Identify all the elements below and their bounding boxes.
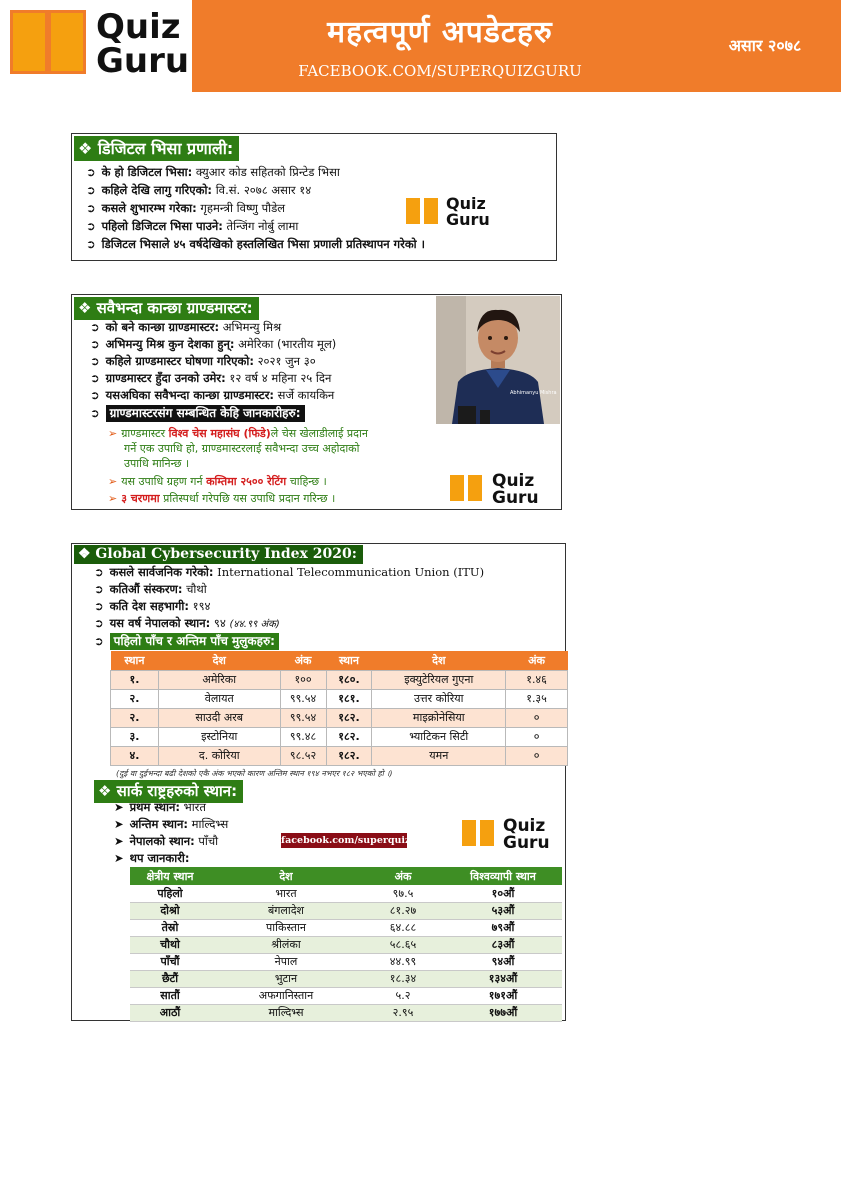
visa-row: ➲ डिजिटल भिसाले ४५ वर्षदेखिको हस्तलिखित भिसा प्रणाली प्रतिस्थापन गरेको । (86, 237, 426, 251)
table-header: स्थान (111, 651, 159, 670)
gm-bullet: ➢ यस उपाधि ग्रहण गर्न कम्तिमा २५०० रेटिंग चाहिन्छ । (108, 475, 327, 488)
gm-row: ➲ ग्राण्डमास्टर हुँदा उनको उमेर: १२ वर्ष ४ महिना २५ दिन (90, 371, 332, 385)
visa-row: ➲ के हो डिजिटल भिसा: क्युआर कोड सहितको प्रिन्टेड भिसा (86, 165, 340, 179)
book-icon (404, 196, 440, 226)
logo-quiz: Quiz (446, 194, 486, 213)
table-row: आठौं माल्दिभ्स २.९५ १७७औं (130, 1004, 562, 1021)
table-row: चौथो श्रीलंका ५८.६५ ८३औं (130, 936, 562, 953)
gm-row: ➲ अभिमन्यु मिश्र कुन देशका हुन्: अमेरिका (भारतीय मूल) (90, 337, 337, 351)
saarc-row: ➤ अन्तिम स्थान: माल्दिभ्स (114, 817, 229, 831)
table-header: क्षेत्रीय स्थान (130, 867, 210, 885)
logo-guru: Guru (492, 488, 539, 508)
digital-visa-section (71, 133, 557, 261)
table-header: अंक (506, 651, 568, 670)
table-header: देश (210, 867, 362, 885)
table-header: अंक (280, 651, 326, 670)
logo-quiz: Quiz (492, 471, 535, 491)
page-title: महत्वपूर्ण अपडेटहरु (327, 15, 553, 50)
section-title: ❖ Global Cybersecurity Index 2020: (74, 545, 363, 564)
table-row: १. अमेरिका १०० १८०. इक्युटेरियल गुएना १.४६ (111, 670, 568, 689)
table-row: सातौं अफगानिस्तान ५.२ १७१औं (130, 987, 562, 1004)
header-url: FACEBOOK.COM/SUPERQUIZGURU (298, 62, 582, 80)
top-bottom-table (110, 651, 568, 766)
brand-line2: Guru (96, 41, 190, 81)
book-icon (10, 10, 86, 74)
grandmaster-photo (436, 296, 560, 424)
table-row: पहिलो भारत ९७.५ १०औं (130, 885, 562, 902)
gm-row: ➲ को बने कान्छा ग्राण्डमास्टर: अभिमन्यु मिश्र (90, 320, 282, 334)
gm-subhead: ग्राण्डमास्टरसंग सम्बन्धित केहि जानकारीहरु: (106, 405, 305, 422)
gm-row: ➲ यसअघिका सवैभन्दा कान्छा ग्राण्डमास्टर: सर्जे कायकिन (90, 388, 335, 402)
table-row: ४. द. कोरिया ९८.५२ १८२. यमन ० (111, 746, 568, 765)
saarc-row: ➤ प्रथम स्थान: भारत (114, 800, 206, 814)
book-icon (460, 818, 496, 848)
facebook-link[interactable]: facebook.com/superquizguru (281, 835, 436, 846)
table-header-row (130, 867, 562, 885)
saarc-row: ➤ थप जानकारी: (114, 851, 190, 865)
gci-row: ➲ कतिऔं संस्करण: चौथो (94, 582, 207, 596)
shirt-text: Abhimanyu Mishra (510, 390, 557, 396)
gci-row: ➲ कति देश सहभागी: १९४ (94, 599, 211, 613)
logo-quiz: Quiz (503, 816, 546, 836)
gci-subhead: पहिलो पाँच र अन्तिम पाँच मुलुकहरु: (110, 633, 279, 650)
visa-row: ➲ कहिले देखि लागु गरिएको: वि.सं. २०७८ असार १४ (86, 183, 312, 197)
brand-line1: Quiz (96, 7, 181, 47)
saarc-table (130, 867, 562, 1022)
logo-guru: Guru (446, 210, 490, 229)
section-title: ❖ सवैभन्दा कान्छा ग्राण्डमास्टर: (74, 297, 259, 320)
saarc-title: ❖ सार्क राष्ट्रहरुको स्थान: (94, 780, 243, 803)
table-header: स्थान (326, 651, 372, 670)
gm-bullet: ➢ ३ चरणमा प्रतिस्पर्धा गरेपछि यस उपाधि प्रदान गरिन्छ । (108, 492, 336, 505)
table-row: २. वेलायत ९९.५४ १८१. उत्तर कोरिया १.३५ (111, 689, 568, 708)
gm-subhead-row: ➲ ग्राण्डमास्टरसंग सम्बन्धित केहि जानकारीहरु: (90, 405, 305, 422)
table-row: तेस्रो पाकिस्तान ६४.८८ ७९औं (130, 919, 562, 936)
table-row: पाँचौं नेपाल ४४.९९ ९४औं (130, 953, 562, 970)
gm-row: ➲ कहिले ग्राण्डमास्टर घोषणा गरिएको: २०२१ जुन ३० (90, 354, 316, 368)
table-header: देश (372, 651, 506, 670)
gci-row: ➲ यस वर्ष नेपालको स्थान: ९४ (४४.९९ अंक) (94, 616, 280, 630)
gm-bullet-cont: उपाधि मानिन्छ । (124, 457, 190, 470)
table-row: ३. इस्टोनिया ९९.४८ १८२. भ्याटिकन सिटी ० (111, 727, 568, 746)
table-row: दोश्रो बंगलादेश ८१.२७ ५३औं (130, 902, 562, 919)
header-date: असार २०७८ (728, 36, 802, 55)
visa-row: ➲ कसले शुभारम्भ गरेका: गृहमन्त्री विष्णु पौडेल (86, 201, 286, 215)
book-icon (448, 473, 484, 503)
header-logo (0, 0, 192, 92)
saarc-row: ➤ नेपालको स्थान: पाँचौ (114, 834, 219, 848)
table-note: (दुई वा दुईभन्दा बढी देशको एकै अंक भएको कारण अन्तिम स्थान १९४ नभएर १८२ भएको हो ।) (116, 769, 393, 778)
table-row: २. साउदी अरब ९९.५४ १८२. माइक्रोनेसिया ० (111, 708, 568, 727)
visa-row: ➲ पहिलो डिजिटल भिसा पाउने: तेन्जिंग नोर्बु लामा (86, 219, 299, 233)
table-header-row (111, 651, 568, 670)
gm-bullet-cont: गर्ने एक उपाधि हो, ग्राण्डमास्टरलाई सवैभन्दा उच्च अहोदाको (124, 442, 360, 455)
gm-bullet: ➢ ग्राण्डमास्टर विश्व चेस महासंघ (फिडे)ले चेस खेलाडीलाई प्रदान (108, 427, 368, 440)
table-header: देश (158, 651, 280, 670)
gci-row: ➲ कसले सार्वजनिक गरेको: International Telecommunication Union (ITU) (94, 565, 485, 579)
cybersecurity-section (71, 543, 566, 1021)
logo-guru: Guru (503, 833, 550, 853)
gci-subhead-row: ➲ पहिलो पाँच र अन्तिम पाँच मुलुकहरु: (94, 633, 279, 650)
section-title: ❖ डिजिटल भिसा प्रणाली: (74, 136, 239, 161)
page-header (0, 0, 841, 92)
table-header: विश्वव्यापी स्थान (444, 867, 562, 885)
table-header: अंक (362, 867, 444, 885)
table-row: छैटौं भुटान १८.३४ १३४औं (130, 970, 562, 987)
